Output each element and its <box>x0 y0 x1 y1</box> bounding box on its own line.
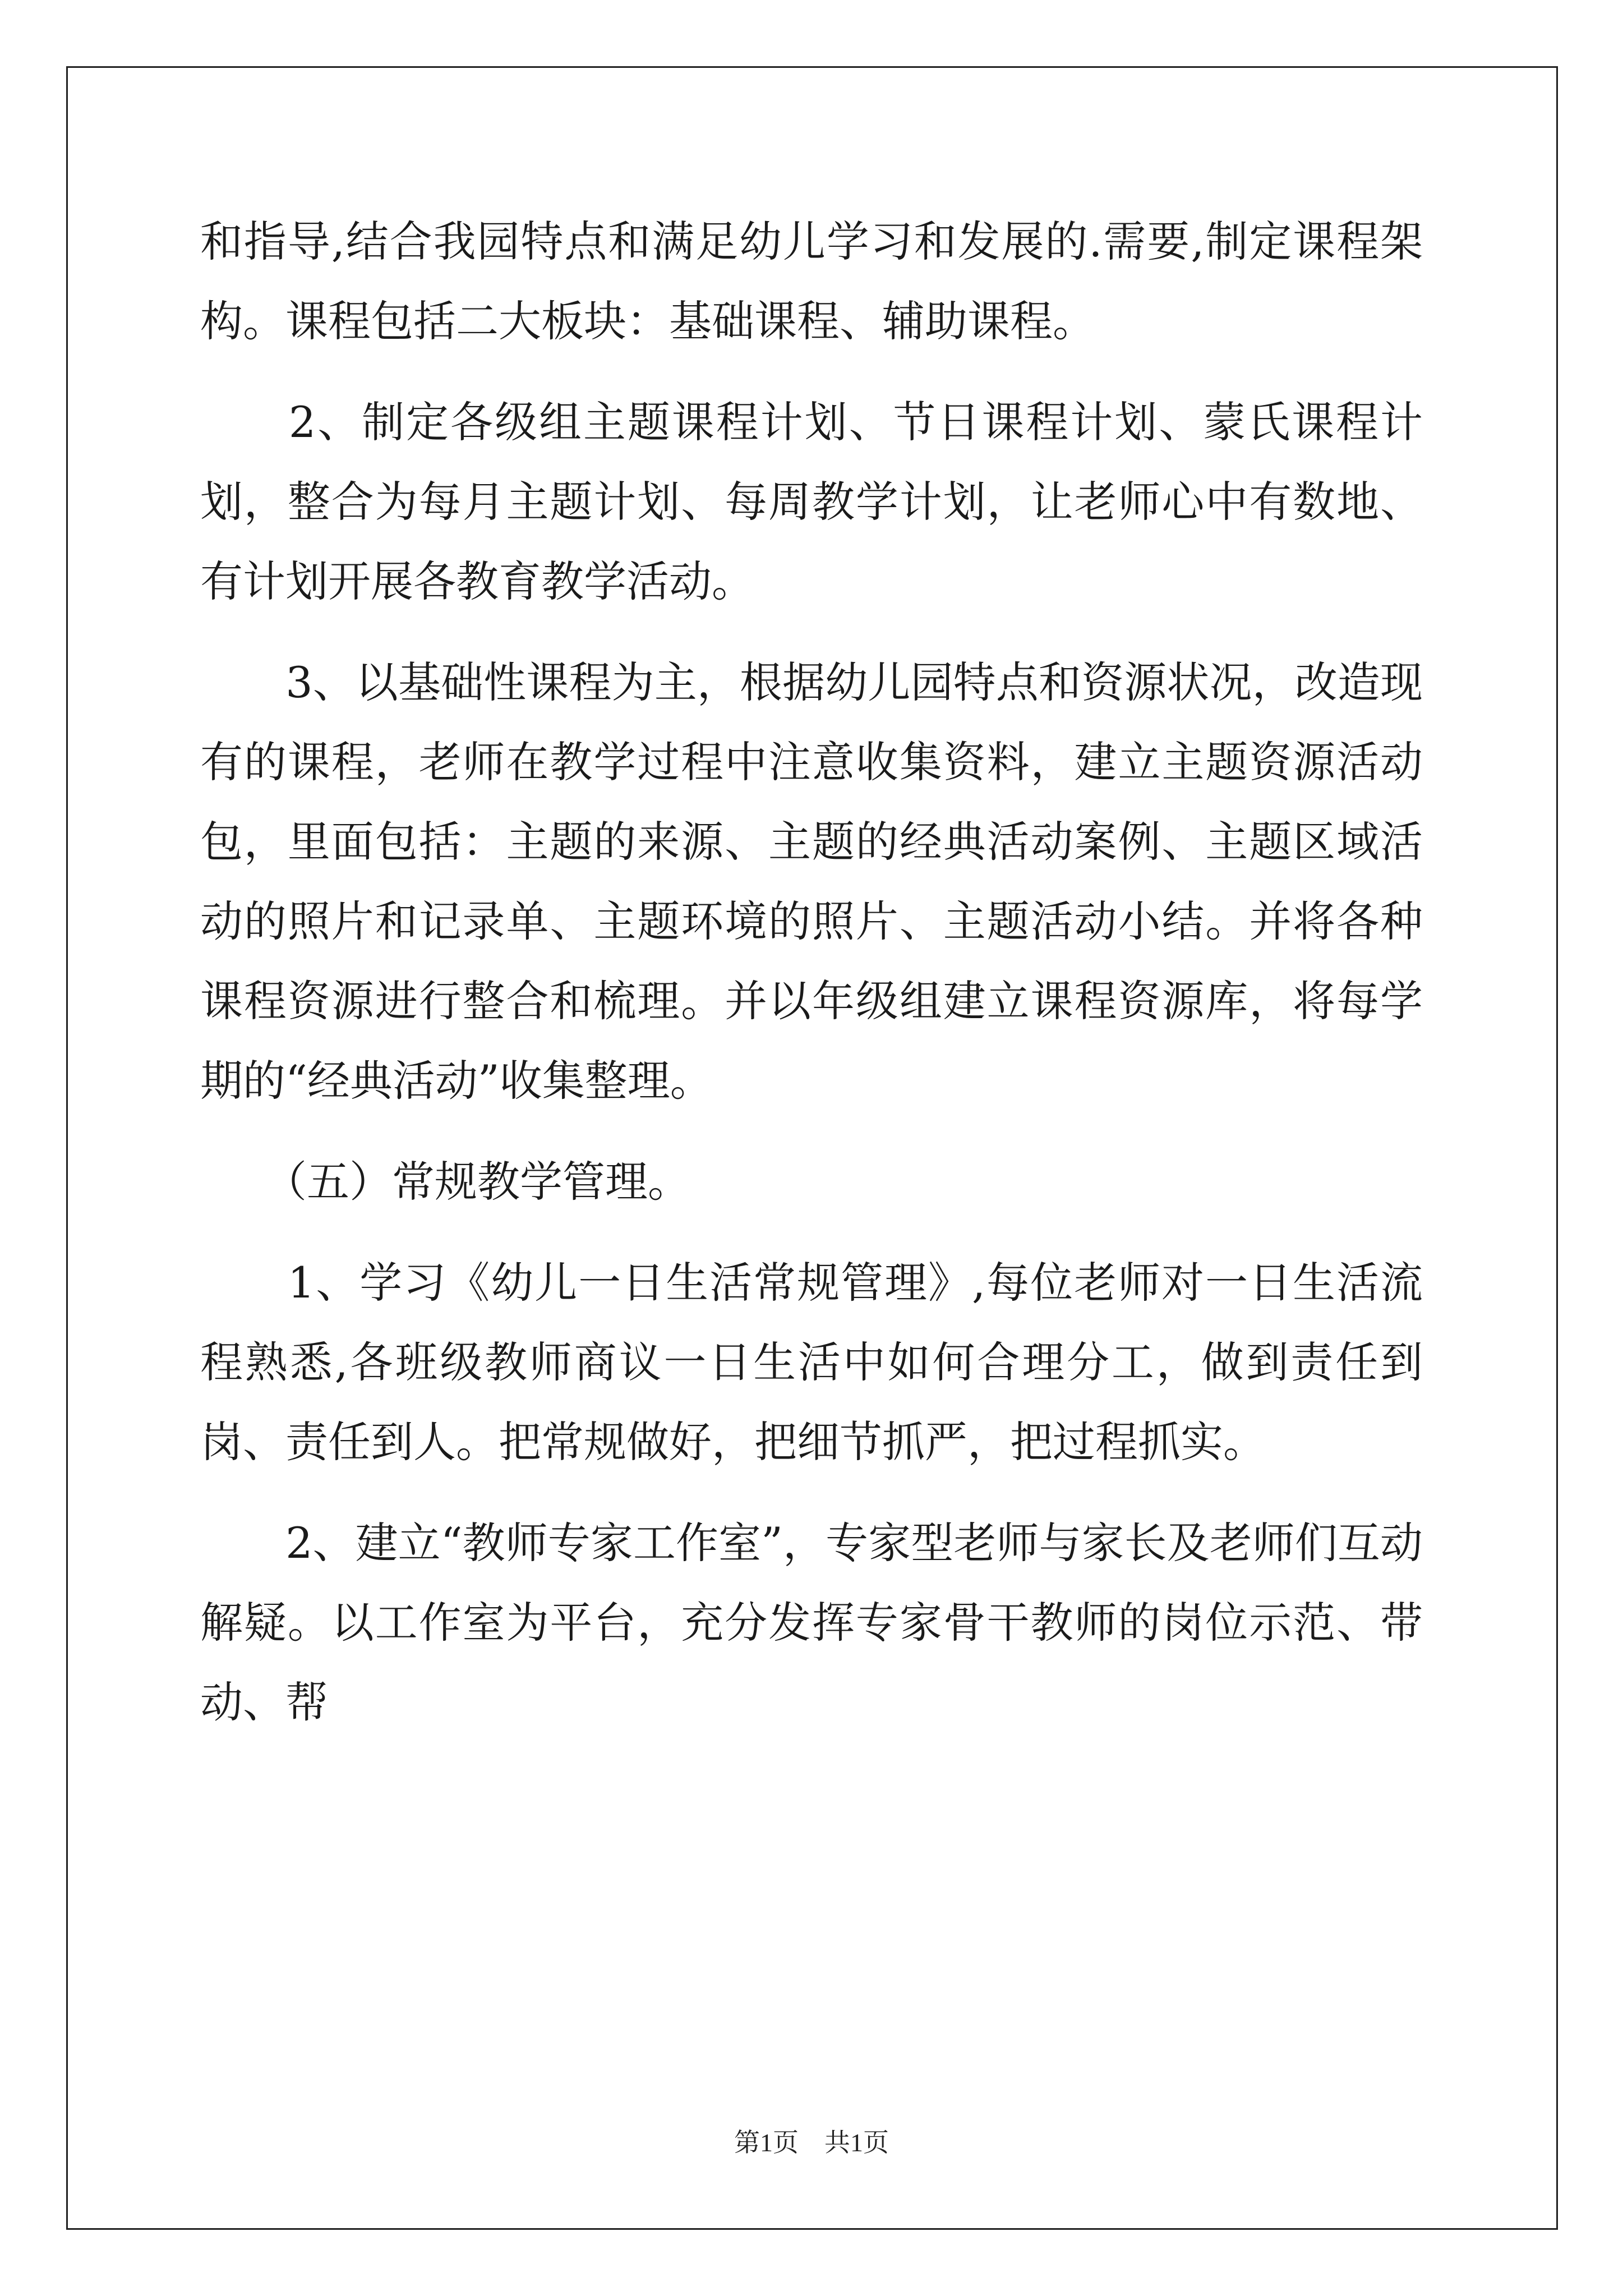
document-body <box>200 202 1423 1742</box>
paragraph-5: 2、建立“教师专家工作室”，专家型老师与家长及老师们互动解疑。以工作室为平台，充分发挥专家骨干教师的岗位示范、带动、帮 <box>200 1518 1423 1727</box>
page-number-footer: 第1页 共1页 <box>734 2128 889 2157</box>
paragraph-1: 和指导,结合我园特点和满足幼儿学习和发展的.需要,制定课程架构。课程包括二大板块：基础课程、辅助课程。 <box>200 217 1423 346</box>
section-heading: （五）常规教学管理。 <box>200 1157 690 1207</box>
paragraph-2: 2、制定各级组主题课程计划、节日课程计划、蒙氏课程计划，整合为每月主题计划、每周教学计划，让老师心中有数地、有计划开展各教育教学活动。 <box>200 397 1423 606</box>
paragraph-4: 1、学习《幼儿一日生活常规管理》,每位老师对一日生活流程熟悉,各班级教师商议一日生活中如何合理分工，做到责任到岗、责任到人。把常规做好，把细节抓严，把过程抓实。 <box>200 1258 1423 1467</box>
paragraph-3: 3、以基础性课程为主，根据幼儿园特点和资源状况，改造现有的课程，老师在教学过程中注意收集资料，建立主题资源活动包，里面包括：主题的来源、主题的经典活动案例、主题区域活动的照片和记录单、主题环境的照片、主题活动小结。并将各种课程资源进行整合和梳理。并以年级组建立课程资源库，将每学期的“经典活动”收集整理。 <box>200 657 1423 1106</box>
